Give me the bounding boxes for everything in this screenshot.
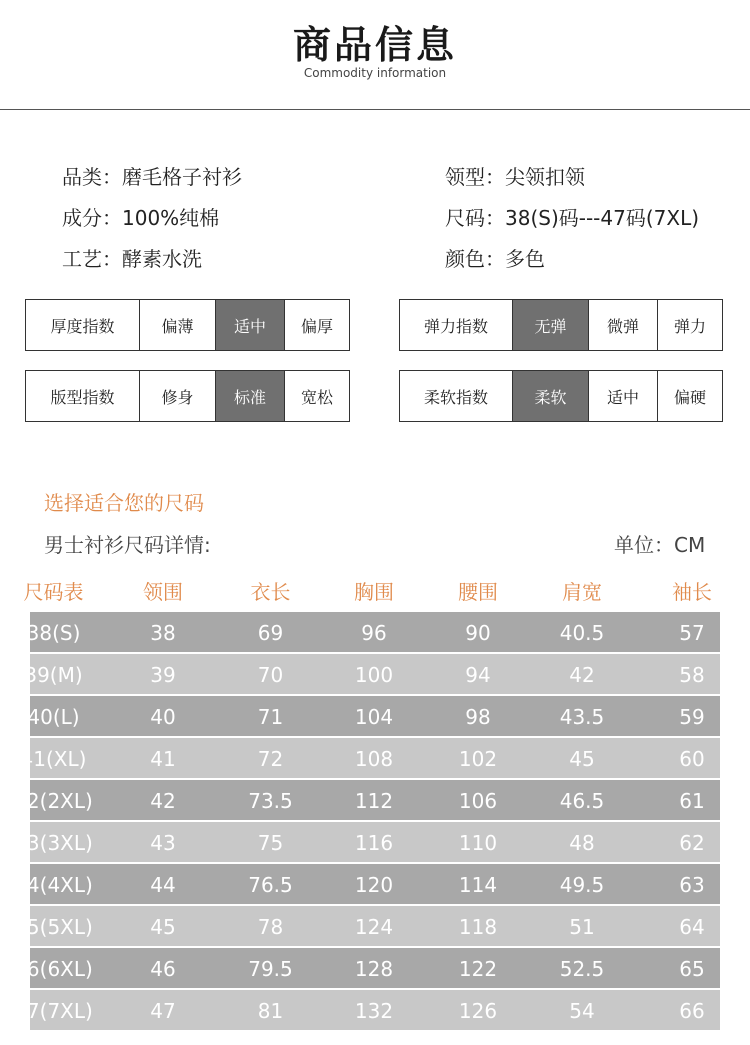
- table-cell: 57: [679, 621, 705, 645]
- table-cell: 47(7XL): [14, 999, 93, 1023]
- table-cell: 38: [150, 621, 176, 645]
- table-cell: 42(2XL): [14, 789, 93, 813]
- table-row: [0, 654, 750, 696]
- table-row: [0, 822, 750, 864]
- table-cell: 47: [150, 999, 176, 1023]
- table-cell: 42: [150, 789, 176, 813]
- table-cell: 81: [257, 999, 284, 1023]
- table-cell: 51: [569, 915, 595, 939]
- table-cell: 49.5: [559, 873, 605, 897]
- table-cell: 71: [257, 705, 284, 729]
- attr-craft: 工艺：酵素水洗: [62, 247, 202, 271]
- softness-option: 偏硬: [657, 371, 722, 421]
- table-cell: 63: [679, 873, 705, 897]
- table-cell: 65: [679, 957, 705, 981]
- attr-category: 品类：磨毛格子衬衫: [62, 165, 242, 189]
- fit-index-label: 版型指数: [50, 387, 115, 407]
- table-cell: 72: [257, 747, 284, 771]
- table-cell: 98: [465, 705, 491, 729]
- table-cell: 46: [150, 957, 176, 981]
- table-cell: 52.5: [559, 957, 605, 981]
- table-cell: 45: [569, 747, 595, 771]
- table-row: [0, 780, 750, 822]
- table-cell: 45: [150, 915, 176, 939]
- table-cell: 120: [354, 873, 394, 897]
- column-header: 尺码表: [23, 580, 84, 604]
- elasticity-option: 弹力: [657, 300, 722, 350]
- table-cell: 118: [458, 915, 498, 939]
- size-guide-unit: 单位：CM: [614, 533, 706, 557]
- table-cell: 42: [569, 663, 595, 687]
- table-cell: 40: [150, 705, 176, 729]
- header-divider: [0, 109, 750, 110]
- table-cell: 110: [458, 831, 498, 855]
- table-cell: 58: [679, 663, 705, 687]
- table-cell: 59: [679, 705, 705, 729]
- table-row: [0, 864, 750, 906]
- table-row: [0, 990, 750, 1032]
- table-cell: 79.5: [248, 957, 293, 981]
- table-cell: 122: [458, 957, 498, 981]
- table-cell: 43(3XL): [14, 831, 93, 855]
- table-cell: 78: [257, 915, 284, 939]
- table-cell: 44: [150, 873, 176, 897]
- table-cell: 124: [354, 915, 394, 939]
- table-cell: 64: [679, 915, 705, 939]
- table-cell: 54: [569, 999, 595, 1023]
- table-cell: 62: [679, 831, 705, 855]
- softness-option: 适中: [588, 371, 657, 421]
- table-cell: 102: [458, 747, 498, 771]
- table-cell: 73.5: [248, 789, 293, 813]
- size-table-body: [0, 612, 750, 1032]
- attr-collar: 领型：尖领扣领: [445, 165, 585, 189]
- table-cell: 108: [354, 747, 394, 771]
- thickness-option: 适中: [215, 300, 284, 350]
- attr-size: 尺码：38(S)码---47码(7XL): [445, 206, 700, 230]
- column-header: 领围: [143, 580, 183, 604]
- column-header: 袖长: [672, 580, 712, 604]
- thickness-index-label: 厚度指数: [50, 316, 115, 336]
- table-cell: 60: [679, 747, 705, 771]
- table-cell: 40.5: [559, 621, 605, 645]
- thickness-option: 偏薄: [139, 300, 215, 350]
- softness-option: 柔软: [512, 371, 588, 421]
- thickness-option: 偏厚: [284, 300, 349, 350]
- table-cell: 41: [150, 747, 176, 771]
- table-cell: 43: [150, 831, 176, 855]
- table-cell: 41(XL): [20, 747, 87, 771]
- size-table: [0, 572, 750, 1032]
- softness-index-label: 柔软指数: [423, 387, 488, 407]
- column-header: 肩宽: [562, 580, 602, 604]
- table-cell: 116: [354, 831, 394, 855]
- elasticity-index: [399, 299, 723, 351]
- table-cell: 132: [354, 999, 394, 1023]
- softness-index: [399, 370, 723, 422]
- attr-color: 颜色：多色: [445, 247, 545, 271]
- table-cell: 90: [465, 621, 491, 645]
- table-cell: 46(6XL): [14, 957, 93, 981]
- table-cell: 75: [257, 831, 284, 855]
- table-cell: 106: [458, 789, 498, 813]
- elasticity-index-label: 弹力指数: [423, 316, 488, 336]
- elasticity-option: 无弹: [512, 300, 588, 350]
- size-guide-title: 选择适合您的尺码: [44, 491, 204, 515]
- table-cell: 40(L): [27, 705, 80, 729]
- elasticity-option: 微弹: [588, 300, 657, 350]
- table-cell: 44(4XL): [14, 873, 93, 897]
- table-row: [0, 612, 750, 654]
- table-row: [0, 906, 750, 948]
- table-cell: 94: [465, 663, 491, 687]
- thickness-index: [25, 299, 350, 351]
- table-cell: 104: [354, 705, 394, 729]
- table-cell: 128: [354, 957, 394, 981]
- table-row: [0, 696, 750, 738]
- column-header: 胸围: [354, 580, 394, 604]
- table-row: [0, 738, 750, 780]
- size-table-header: [0, 572, 750, 612]
- table-cell: 48: [569, 831, 595, 855]
- fit-option: 修身: [139, 371, 215, 421]
- table-cell: 66: [679, 999, 705, 1023]
- table-cell: 96: [361, 621, 387, 645]
- fit-option: 标准: [215, 371, 284, 421]
- fit-option: 宽松: [284, 371, 349, 421]
- table-cell: 126: [458, 999, 498, 1023]
- table-cell: 45(5XL): [14, 915, 93, 939]
- table-cell: 100: [354, 663, 394, 687]
- column-header: 腰围: [458, 580, 498, 604]
- table-cell: 38(S): [26, 621, 81, 645]
- column-header: 衣长: [250, 580, 291, 604]
- table-cell: 46.5: [559, 789, 605, 813]
- page-title: 商品信息: [292, 23, 457, 67]
- page-subtitle: Commodity information: [303, 66, 447, 80]
- table-cell: 69: [257, 621, 284, 645]
- fit-index: [25, 370, 350, 422]
- table-cell: 70: [257, 663, 284, 687]
- table-cell: 114: [458, 873, 498, 897]
- table-cell: 61: [679, 789, 705, 813]
- table-cell: 39(M): [24, 663, 83, 687]
- table-cell: 39: [150, 663, 176, 687]
- table-cell: 76.5: [248, 873, 293, 897]
- attr-material: 成分：100%纯棉: [62, 206, 220, 230]
- table-row: [0, 948, 750, 990]
- size-guide-subtitle: 男士衬衫尺码详情:: [44, 533, 211, 557]
- table-cell: 43.5: [559, 705, 605, 729]
- table-cell: 112: [354, 789, 394, 813]
